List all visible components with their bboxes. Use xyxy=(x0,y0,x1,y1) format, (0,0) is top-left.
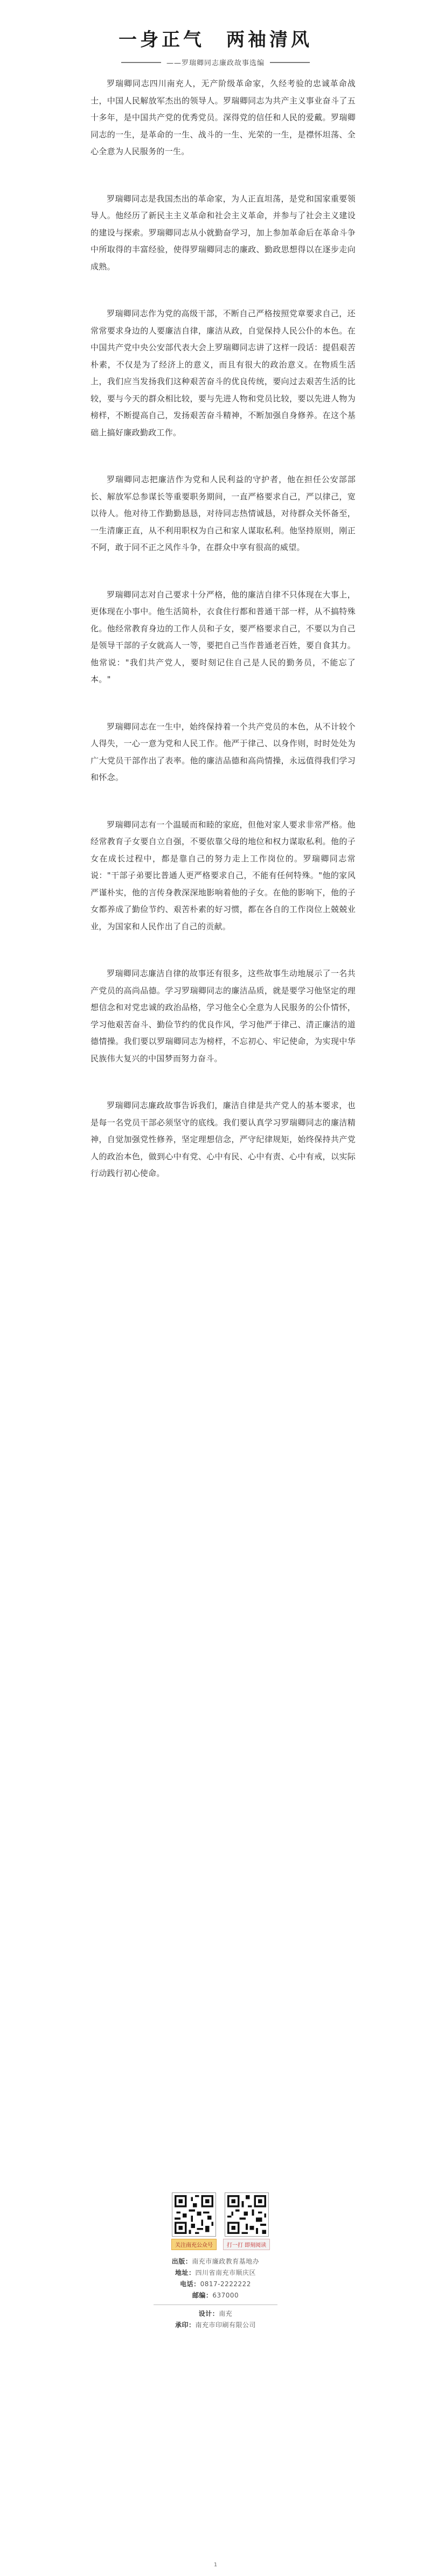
paragraph: 罗瑞卿同志作为党的高级干部，不断自己严格按照党章要求自己，还常常要求身边的人要廉洁自律，廉洁从政，自觉保持人民公仆的本色。在中国共产党中央公安部代表大会上罗瑞卿同志讲了这样一段话：提倡艰苦朴素，不仅是为了经济上的意义，而且有很大的政治意义。在物质生活上，我们应当发扬我们这种艰苦奋斗的优良传统，要向过去艰苦生活的比较，要与今天的群众相比较，要与先进人物和党员比较，要以先进人物为榜样，不断提高自己，发扬艰苦奋斗精神，不断加强自身修养。在这个基础上搞好廉政勤政工作。 xyxy=(91,309,356,437)
page-number: 1 xyxy=(213,2562,218,2568)
title-block xyxy=(0,25,431,51)
qr-caption-right: 打一打 即刻阅读 xyxy=(223,2239,270,2250)
paragraph: 罗瑞卿同志四川南充人，无产阶级革命家，久经考验的忠诚革命战士，中国人民解放军杰出的领导人。罗瑞卿同志为共产主义事业奋斗了五十多年，是中国共产党的优秀党员。深得党的信任和人民的爱戴。罗瑞卿同志的一生，是革命的一生、战斗的一生、光荣的一生，是襟怀坦荡、全心全意为人民服务的一生。 xyxy=(91,79,356,156)
paragraph: 罗瑞卿同志廉政故事告诉我们，廉洁自律是共产党人的基本要求，也是每一名党员干部必须坚守的底线。我们要认真学习罗瑞卿同志的廉洁精神，自觉加强党性修养，坚定理想信念，严守纪律规矩，始终保持共产党人的政治本色，做到心中有党、心中有民、心中有责、心中有戒，以实际行动践行初心使命。 xyxy=(91,1101,356,1178)
qr-code-icon[interactable] xyxy=(225,2192,269,2237)
subtitle-row xyxy=(0,57,431,67)
info-value: 南充市印刷有限公司 xyxy=(195,2321,256,2329)
info-value: 四川省南充市顺庆区 xyxy=(195,2269,256,2276)
publication-info xyxy=(0,2256,431,2331)
paragraph: 罗瑞卿同志廉洁自律的故事还有很多，这些故事生动地展示了一名共产党员的高尚品德。学习罗瑞卿同志的廉洁品质，就是要学习他坚定的理想信念和对党忠诚的政治品格，学习他全心全意为人民服务的公仆情怀，学习他艰苦奋斗、勤俭节约的优良作风，学习他严于律己、清正廉洁的道德情操。我们要以罗瑞卿同志为榜样，不忘初心、牢记使命，为实现中华民族伟大复兴的中国梦而努力奋斗。 xyxy=(91,969,356,1063)
page-title: 一身正气 两袖清风 xyxy=(119,29,312,51)
info-label: 承印： xyxy=(175,2321,196,2329)
qr-card-right xyxy=(223,2192,270,2250)
info-line-postcode xyxy=(0,2290,431,2301)
info-label: 邮编： xyxy=(192,2292,213,2299)
paragraph: 罗瑞卿同志对自己要求十分严格，他的廉洁自律不只体现在大事上，更体现在小事中。他生活简朴，衣食住行都和普通干部一样，从不搞特殊化。他经常教育身边的工作人员和子女，要严格要求自己，不要以为自己是领导干部的子女就高人一等，要把自己当作普通老百姓，要自食其力。他常说："我们共产党人，要时刻记住自己是人民的勤务员，不能忘了本。" xyxy=(91,589,356,684)
subtitle-rule-right xyxy=(270,62,310,63)
info-value: 0817-2222222 xyxy=(200,2280,251,2288)
info-line-phone xyxy=(0,2279,431,2290)
subtitle-rule-left xyxy=(121,62,161,63)
info-value: 南充 xyxy=(219,2310,233,2317)
paragraph: 罗瑞卿同志有一个温暖而和睦的家庭，但他对家人要求非常严格。他经常教育子女要自立自强，不要依靠父母的地位和权力谋取私利。他的子女在成长过程中，都是靠自己的努力走上工作岗位的。罗瑞卿同志常说："干部子弟要比普通人更严格要求自己，不能有任何特殊。"他的家风严谨朴实，他的言传身教深深地影响着他的子女。在他的影响下，他的子女都养成了勤俭节约、艰苦朴素的好习惯，都在各自的工作岗位上兢兢业业，为国家和人民作出了自己的贡献。 xyxy=(91,819,356,931)
paragraph: 罗瑞卿同志是我国杰出的革命家，为人正直坦荡，是党和国家重要领导人。他经历了新民主主义革命和社会主义革命，并参与了社会主义建设的建设与探索。罗瑞卿同志从小就勤奋学习，加上参加革命后在革命斗争中所取得的丰富经验，使得罗瑞卿同志的廉政、勤政思想得以在逐步走向成熟。 xyxy=(91,193,356,271)
info-label: 设计： xyxy=(198,2310,219,2317)
info-value: 637000 xyxy=(212,2292,239,2299)
qr-code-icon[interactable] xyxy=(172,2192,216,2237)
info-line-publisher xyxy=(0,2256,431,2267)
article-body xyxy=(91,75,356,1213)
qr-caption-left: 关注南充公众号 xyxy=(171,2239,217,2250)
qr-card-left xyxy=(171,2192,217,2250)
paragraph: 罗瑞卿同志把廉洁作为党和人民利益的守护者，他在担任公安部部长、解放军总参谋长等重要职务期间，一直严格要求自己，严以律己，宽以待人。他对待工作勤勤恳恳，对待同志热情诚恳，对待群众关怀备至，一生清廉正直，从不利用职权为自己和家人谋取私利。他坚持原则，刚正不阿，敢于同不正之风作斗争，在群众中享有很高的威望。 xyxy=(91,475,356,552)
paragraph: 罗瑞卿同志在一生中，始终保持着一个共产党员的本色，从不计较个人得失，一心一意为党和人民工作。他严于律己、以身作则，时时处处为广大党员干部作出了表率。他的廉洁品德和高尚情操，永远值得我们学习和怀念。 xyxy=(91,721,356,782)
info-label: 出版： xyxy=(171,2258,192,2265)
info-label: 电话： xyxy=(180,2280,200,2288)
page-subtitle: ——罗瑞卿同志廉政故事选编 xyxy=(166,59,265,67)
info-label: 地址： xyxy=(175,2269,196,2276)
info-value: 南充市廉政教育基地办 xyxy=(192,2258,260,2265)
qr-row xyxy=(171,2192,270,2250)
info-line-design xyxy=(0,2308,431,2320)
info-line-address xyxy=(0,2267,431,2279)
info-line-printer xyxy=(0,2320,431,2331)
